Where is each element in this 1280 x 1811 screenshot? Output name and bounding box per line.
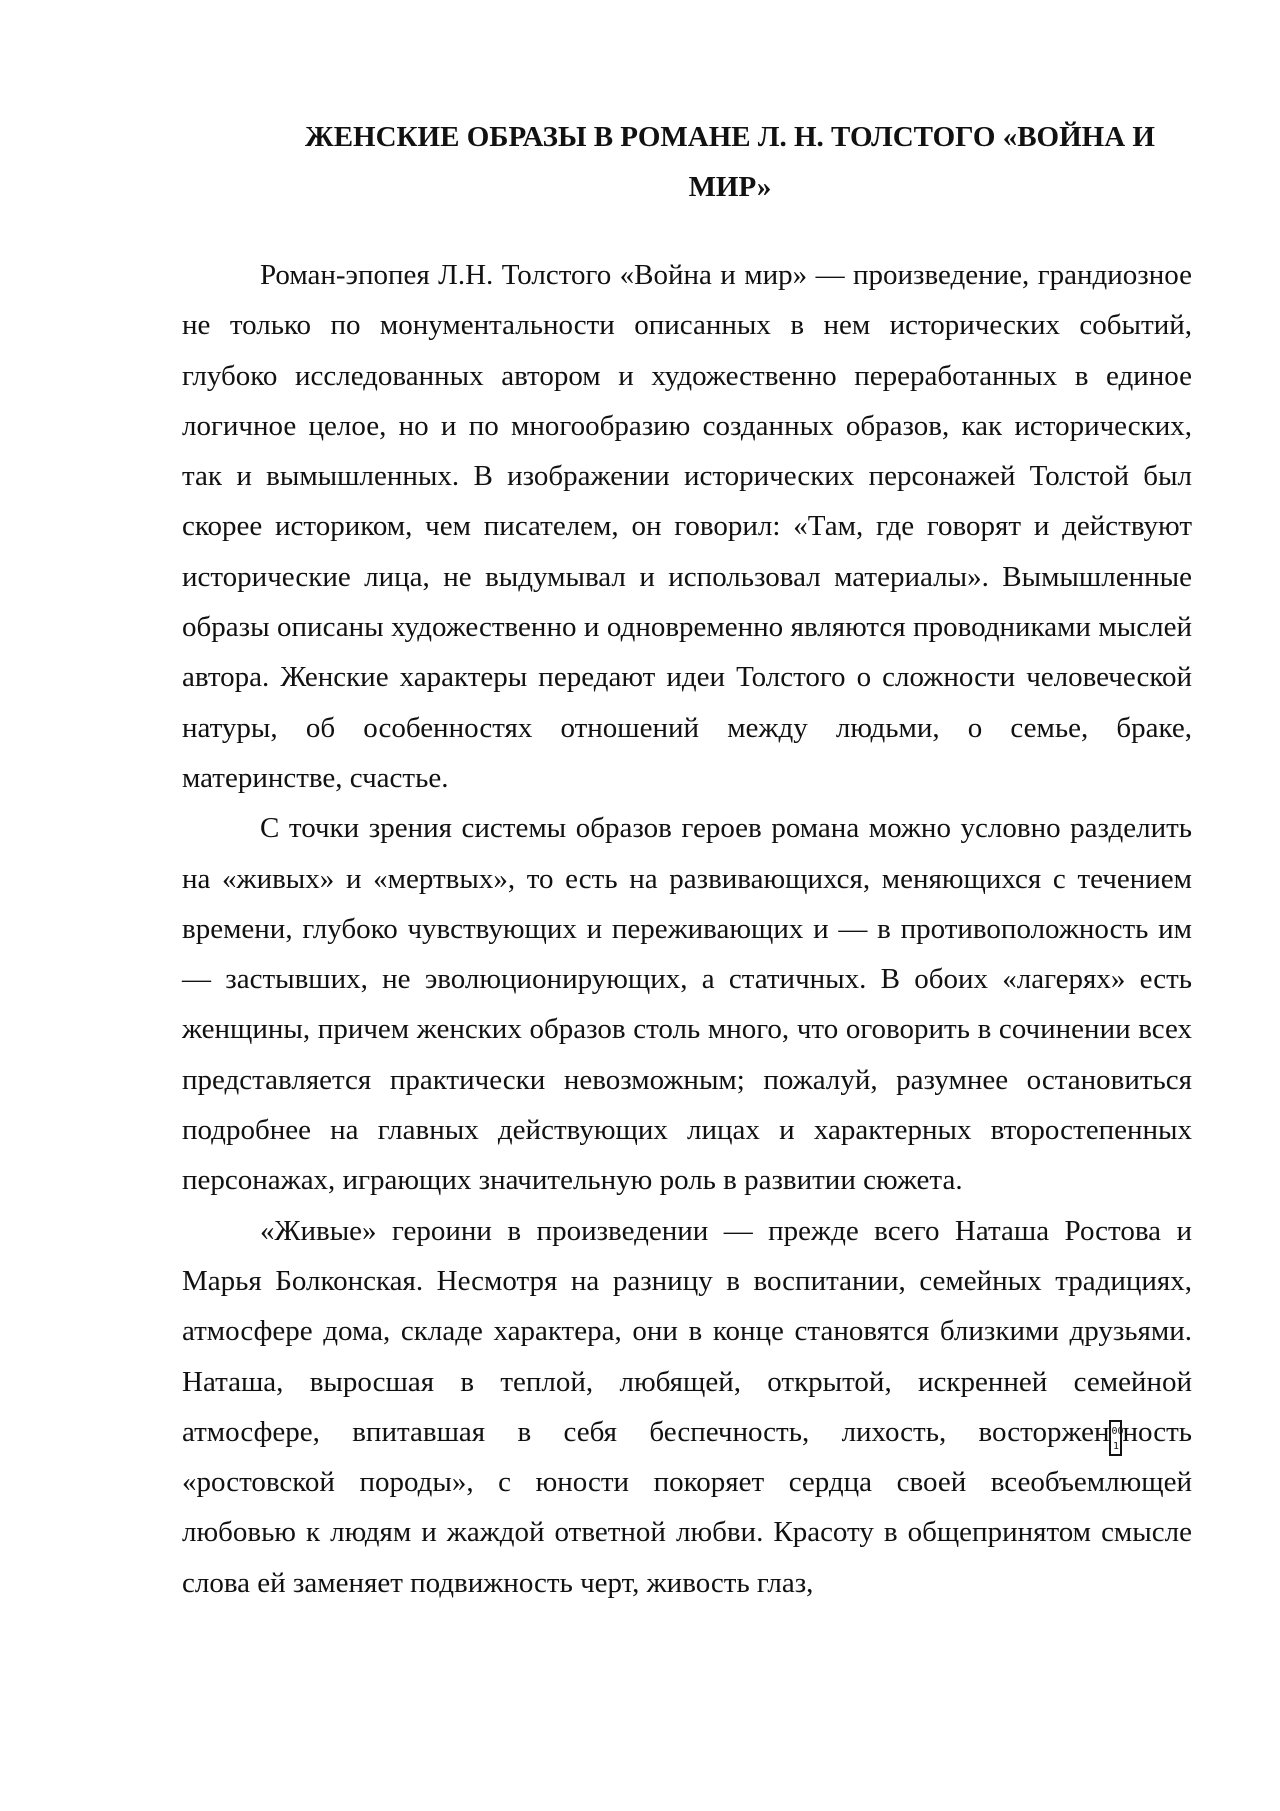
paragraph-2: С точки зрения системы образов героев романа можно условно разделить на «живых» и «мертвых», то есть на развивающихся, меняющихся с течением времени, глубоко чувствующих и переживающих и — в противоположность им — застывших, не эволюционирующих, а статичных. В обоих «лагерях» есть женщины, причем женских образов столь много, что оговорить в сочинении всех представляется практически невозможным; пожалуй, разумнее остановиться подробнее на главных действующих лицах и характерных второстепенных персонажах, играющих значительную роль в развитии сюжета. (182, 812, 1192, 1197)
paragraph-1: Роман-эпопея Л.Н. Толстого «Война и мир» — произведение, грандиозное не только по монументальности описанных в нем исторических событий, глубоко исследованных автором и художественно переработанных в единое логичное целое, но и по многообразию созданных образов, как исторических, так и вымышленных. В изображении исторических персонажей Толстой был скорее историком, чем писателем, он говорил: «Там, где говорят и действуют исторические лица, не выдумывал и использовал материалы». Вымышленные образы описаны художественно и одновременно являются проводниками мыслей автора. Женские характеры передают идеи Толстого о сложности человеческой натуры, об особенностях отношений между людьми, о семье, браке, материнстве, счастье. (182, 259, 1192, 794)
paragraph-3-text-after: ность «ростовской породы», с юности покоряет сердца своей всеобъемлющей любовью к людям и жаждой ответной любви. Красоту в общепринятом смысле слова ей заменяет подвижность черт, живость глаз, (182, 1415, 1192, 1599)
missing-glyph-icon: 00 1 (1109, 1420, 1122, 1456)
document-body (182, 250, 1192, 1608)
paragraph-3-text-before: «Живые» героини в произведении — прежде всего Наташа Ростова и Марья Болконская. Несмотря на разницу в воспитании, семейных традициях, атмосфере дома, складе характера, они в конце становятся близкими друзьями. Наташа, выросшая в теплой, любящей, открытой, искренней семейной атмосфере, впитавшая в себя беспечность, лихость, восторжен (182, 1214, 1192, 1448)
paragraph-3 (182, 1206, 1192, 1608)
document-title: ЖЕНСКИЕ ОБРАЗЫ В РОМАНЕ Л. Н. ТОЛСТОГО «ВОЙНА И МИР» (305, 121, 1155, 203)
